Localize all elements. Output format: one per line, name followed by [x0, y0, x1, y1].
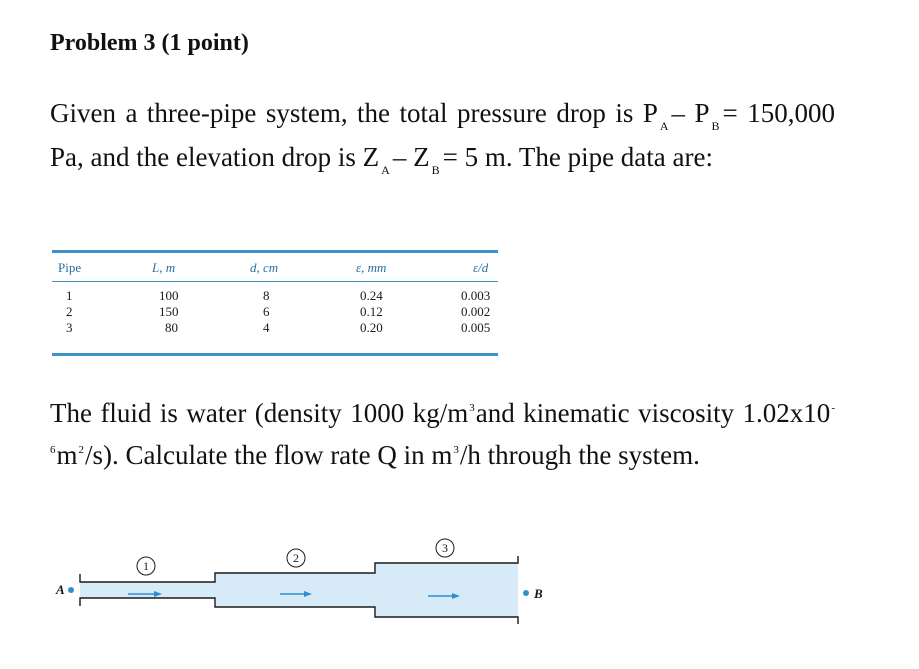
header-pipe: Pipe [58, 260, 82, 275]
problem-title: Problem 3 (1 point) [50, 30, 249, 56]
statement-text-3: = 150,000 Pa, and the elevation drop is Z [50, 98, 835, 172]
table-header-rule [52, 281, 498, 282]
table-cell: 150 [159, 304, 179, 319]
statement-text-1: Given a three-pipe system, the total pressure drop is P [50, 98, 658, 128]
table-bottom-rule [52, 353, 498, 356]
superscript-2: 2 [78, 444, 85, 456]
subscript-b: B [431, 163, 440, 177]
table-cell: 1 [66, 288, 73, 303]
fluid-text-5: /h through the system. [459, 440, 700, 470]
header-relative-roughness: ε/d [473, 260, 489, 275]
statement-text-4: – Z [392, 142, 430, 172]
point-b-marker [523, 590, 529, 596]
header-length: L, m [152, 260, 176, 275]
table-cell: 80 [165, 320, 178, 335]
fluid-text-1: The fluid is water (density 1000 kg/m [50, 398, 469, 428]
table-cell: 0.003 [461, 288, 491, 303]
subscript-b: B [711, 119, 720, 133]
header-roughness: ε, mm [356, 260, 387, 275]
table-cell: 0.24 [360, 288, 383, 303]
table-cell: 3 [66, 320, 73, 335]
pipe-3-label: 3 [442, 541, 448, 555]
point-a-marker [68, 587, 74, 593]
subscript-a: A [381, 163, 390, 177]
superscript-minus-6: -6 [50, 402, 835, 456]
header-diameter: d, cm [250, 260, 279, 275]
superscript-3: 3 [453, 444, 459, 456]
table-cell: 4 [263, 320, 270, 335]
fluid-text-3: m [56, 440, 78, 470]
fluid-text-4: /s). Calculate the flow rate Q in m [85, 440, 453, 470]
pipe-system-diagram [50, 530, 570, 640]
statement-text-5: = 5 m. The pipe data are: [442, 142, 713, 172]
point-a-label: A [56, 582, 65, 597]
fluid-statement [50, 395, 835, 479]
pipe-2-label: 2 [293, 551, 299, 565]
table-cell: 6 [263, 304, 270, 319]
table-cell: 0.005 [461, 320, 491, 335]
table-cell: 0.002 [461, 304, 491, 319]
pipe-1-label: 1 [143, 559, 149, 573]
table-cell: 0.12 [360, 304, 383, 319]
table-cell: 100 [159, 288, 179, 303]
problem-statement [50, 94, 835, 182]
table-cell: 2 [66, 304, 73, 319]
table-cell: 8 [263, 288, 270, 303]
superscript-3: 3 [469, 402, 475, 414]
table-top-rule [52, 250, 498, 253]
fluid-text-2: and kinematic viscosity 1.02x10 [475, 398, 831, 428]
point-b-label: B [534, 586, 543, 601]
pipe-data-table [52, 250, 498, 360]
statement-text-2: – P [671, 98, 710, 128]
subscript-a: A [659, 119, 669, 133]
table-cell: 0.20 [360, 320, 383, 335]
